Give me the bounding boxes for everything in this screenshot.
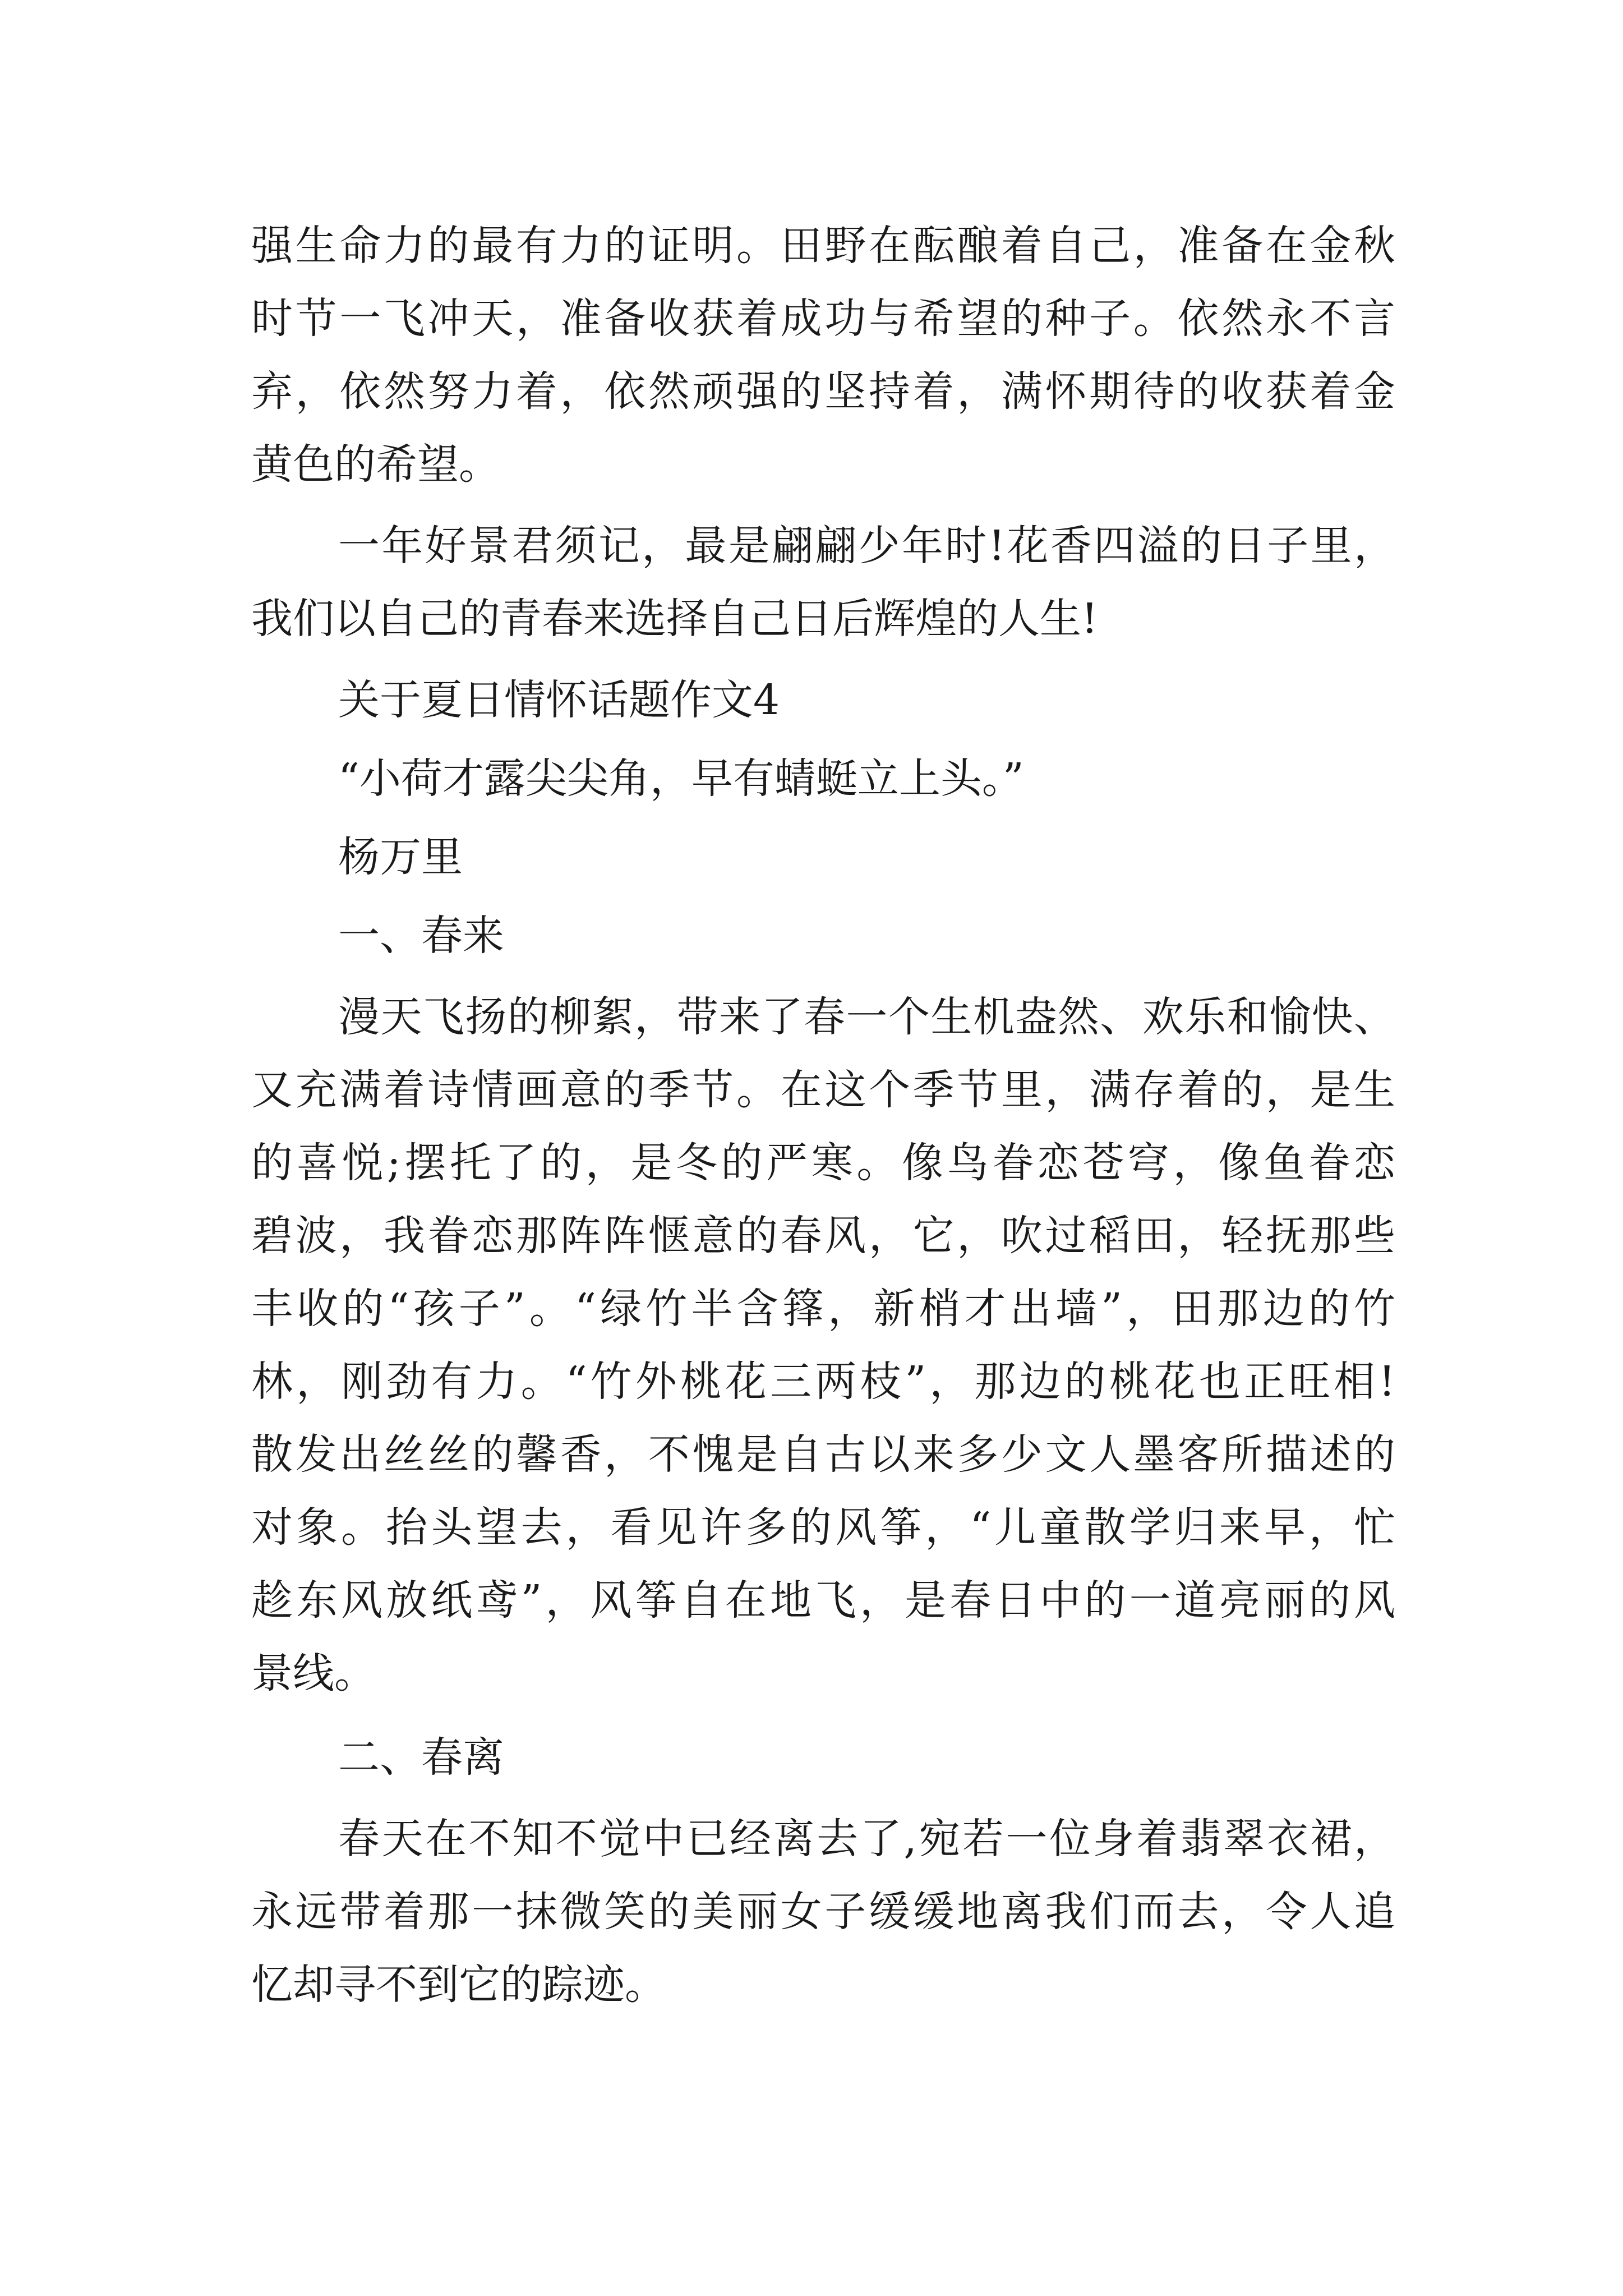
paragraph-line: 对象。抬头望去，看见许多的风筝，“儿童散学归来早，忙 bbox=[251, 1503, 1395, 1552]
paragraph-line: 忆却寻不到它的踪迹。 bbox=[251, 1961, 666, 2009]
quote-line: “小荷才露尖尖角，早有蜻蜓立上头。” bbox=[338, 754, 1024, 803]
paragraph-line: 一年好景君须记，最是翩翩少年时!花香四溢的日子里， bbox=[338, 522, 1395, 570]
paragraph-line: 黄色的希望。 bbox=[251, 440, 500, 489]
paragraph-line: 春天在不知不觉中已经离去了,宛若一位身着翡翠衣裙， bbox=[338, 1815, 1395, 1863]
subsection-heading: 二、春离 bbox=[338, 1733, 504, 1782]
paragraph-line: 又充满着诗情画意的季节。在这个季节里，满存着的，是生 bbox=[251, 1066, 1395, 1114]
paragraph-line: 时节一飞冲天，准备收获着成功与希望的种子。依然永不言 bbox=[251, 295, 1395, 343]
paragraph-line: 景线。 bbox=[251, 1649, 376, 1697]
subsection-heading: 一、春来 bbox=[338, 912, 504, 960]
section-title: 关于夏日情怀话题作文4 bbox=[338, 676, 780, 724]
paragraph-line: 强生命力的最有力的证明。田野在酝酿着自己，准备在金秋 bbox=[251, 222, 1395, 270]
paragraph-line: 漫天飞扬的柳絮，带来了春一个生机盎然、欢乐和愉快、 bbox=[338, 993, 1395, 1041]
paragraph-line: 碧波，我眷恋那阵阵惬意的春风，它，吹过稻田，轻抚那些 bbox=[251, 1212, 1395, 1260]
paragraph-line: 丰收的“孩子”。“绿竹半含箨，新梢才出墙”，田那边的竹 bbox=[251, 1285, 1395, 1333]
quote-author: 杨万里 bbox=[338, 833, 463, 881]
paragraph-line: 弃，依然努力着，依然顽强的坚持着，满怀期待的收获着金 bbox=[251, 367, 1395, 416]
paragraph-line: 趁东风放纸鸢”，风筝自在地飞，是春日中的一道亮丽的风 bbox=[251, 1576, 1395, 1625]
paragraph-line: 林，刚劲有力。“竹外桃花三两枝”，那边的桃花也正旺相! bbox=[251, 1358, 1395, 1406]
paragraph-line: 的喜悦;摆托了的，是冬的严寒。像鸟眷恋苍穹，像鱼眷恋 bbox=[251, 1139, 1395, 1187]
paragraph-line: 散发出丝丝的馨香，不愧是自古以来多少文人墨客所描述的 bbox=[251, 1430, 1395, 1479]
paragraph-line: 我们以自己的青春来选择自己日后辉煌的人生! bbox=[251, 595, 1098, 643]
paragraph-line: 永远带着那一抹微笑的美丽女子缓缓地离我们而去，令人追 bbox=[251, 1888, 1395, 1936]
